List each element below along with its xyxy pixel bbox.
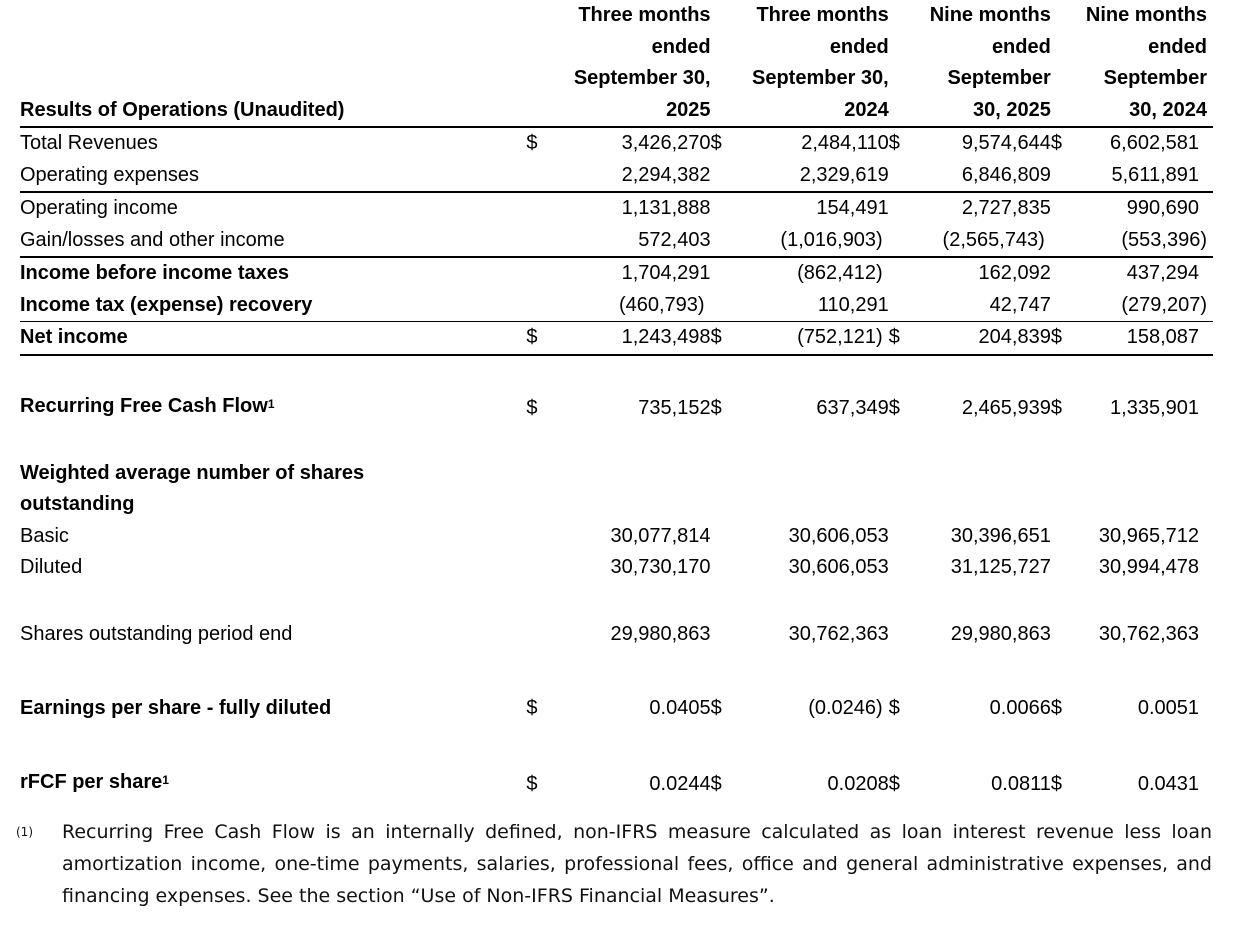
row-label: Basic <box>20 524 69 547</box>
header-row <box>20 0 1213 127</box>
currency-symbol: $ <box>1050 132 1062 154</box>
column-header-q3-2025: Three months ended September 30, 2025 <box>526 0 710 127</box>
currency-symbol: $ <box>1051 322 1091 355</box>
table-title: Results of Operations (Unaudited) <box>20 0 526 127</box>
value-cell: 30,077,814 <box>610 524 711 547</box>
value-cell: 0.0051 <box>1137 696 1199 719</box>
value-cell: 0.0208 <box>827 772 889 795</box>
row-basic <box>20 521 1213 553</box>
value-cell: 30,965,712 <box>1098 524 1199 547</box>
value-cell: 1,131,888 <box>621 197 711 219</box>
value-cell: 572,403 <box>566 225 710 258</box>
value-cell: 0.0431 <box>1137 772 1199 795</box>
value-cell: 31,125,727 <box>950 556 1051 578</box>
value-cell: 735,152 <box>638 396 711 419</box>
row-weighted-average-heading <box>20 458 1213 490</box>
value-cell: 2,465,939 <box>961 396 1051 419</box>
value-cell: 1,335,901 <box>1110 396 1199 419</box>
value-cell: 30,606,053 <box>788 524 889 547</box>
section-heading: Weighted average number of shares <box>20 461 365 484</box>
currency-symbol: $ <box>710 132 722 154</box>
row-label: Earnings per share - fully diluted <box>20 696 332 719</box>
value-cell: 110,291 <box>751 290 889 322</box>
row-shares-outstanding-period-end <box>20 610 1213 658</box>
currency-symbol: $ <box>1050 396 1062 419</box>
currency-symbol: $ <box>888 396 900 419</box>
row-gain-losses <box>20 225 1213 258</box>
value-cell: 2,294,382 <box>566 160 710 193</box>
value-cell: 9,574,644 <box>961 132 1051 154</box>
value-cell: 637,349 <box>816 396 889 419</box>
row-net-income <box>20 322 1213 355</box>
value-cell: (862,412) <box>797 262 883 284</box>
value-cell: (2,565,743) <box>929 225 1051 258</box>
value-cell: 30,762,363 <box>1098 622 1199 645</box>
value-cell: 6,602,581 <box>1110 132 1199 154</box>
row-label: Operating income <box>20 197 178 219</box>
value-cell: 3,426,270 <box>621 132 711 154</box>
footnote <box>16 816 1212 912</box>
section-heading: outstanding <box>20 493 135 515</box>
results-table <box>20 0 1213 808</box>
row-total-revenues <box>20 127 1213 160</box>
value-cell: 162,092 <box>978 262 1051 284</box>
row-weighted-average-heading-cont <box>20 489 1213 521</box>
currency-symbol: $ <box>889 322 929 355</box>
row-eps-fully-diluted <box>20 684 1213 732</box>
value-cell: 30,606,053 <box>788 556 889 578</box>
value-cell: (1,016,903) <box>751 225 889 258</box>
currency-symbol: $ <box>1050 696 1062 719</box>
value-cell: 30,762,363 <box>788 622 889 645</box>
value-cell: 30,396,651 <box>950 524 1051 547</box>
row-label: Total Revenues <box>20 132 158 154</box>
value-cell: 6,846,809 <box>929 160 1051 193</box>
currency-symbol: $ <box>710 772 722 795</box>
currency-symbol: $ <box>710 696 722 719</box>
row-operating-income <box>20 192 1213 225</box>
value-cell: 158,087 <box>1091 322 1213 355</box>
value-cell: 990,690 <box>1126 197 1199 219</box>
currency-symbol: $ <box>1050 772 1062 795</box>
value-cell: 154,491 <box>816 197 889 219</box>
value-cell: 42,747 <box>929 290 1051 322</box>
currency-symbol: $ <box>526 132 538 154</box>
value-cell: 30,994,478 <box>1098 556 1199 578</box>
row-label: Net income <box>20 322 526 355</box>
row-label: Income before income taxes <box>20 262 289 284</box>
value-cell: 30,730,170 <box>610 556 711 578</box>
footnote-ref: 1 <box>267 396 275 411</box>
currency-symbol: $ <box>710 396 722 419</box>
value-cell: 0.0405 <box>649 696 711 719</box>
footnote-text: Recurring Free Cash Flow is an internally defined, non-IFRS measure calculated as loan interest revenue less loan amortization income, one-time payments, salaries, professional fees, office and general administrative expenses, and financing expenses. See the section “Use of Non-IFRS Financial Measures”. <box>62 821 1212 907</box>
row-label: Operating expenses <box>20 160 526 193</box>
column-header-q3-2024: Three months ended September 30, 2024 <box>711 0 889 127</box>
value-cell: 5,611,891 <box>1091 160 1213 193</box>
row-label: Recurring Free Cash Flow$^1$ <box>20 394 275 417</box>
row-rfcf-per-share <box>20 758 1213 808</box>
value-cell: 1,243,498 <box>566 322 710 355</box>
value-cell: 0.0811 <box>991 772 1051 795</box>
row-diluted <box>20 552 1213 584</box>
currency-symbol: $ <box>526 396 538 419</box>
column-header-9m-2024: Nine months ended September 30, 2024 <box>1051 0 1213 127</box>
value-cell: 2,484,110 <box>801 132 889 154</box>
value-cell: (0.0246) <box>808 696 883 719</box>
results-of-operations-sheet <box>20 0 1213 808</box>
value-cell: 29,980,863 <box>610 622 711 645</box>
value-cell: (553,396) <box>1091 225 1213 258</box>
currency-symbol: $ <box>888 772 900 795</box>
row-label: Shares outstanding period end <box>20 622 293 645</box>
value-cell: 437,294 <box>1126 262 1199 284</box>
value-cell: (460,793) <box>566 290 710 322</box>
value-cell: 1,704,291 <box>621 262 711 284</box>
row-label: Gain/losses and other income <box>20 225 526 258</box>
currency-symbol: $ <box>526 322 566 355</box>
footnote-ref: 1 <box>162 772 169 787</box>
column-header-9m-2025: Nine months ended September 30, 2025 <box>889 0 1051 127</box>
row-recurring-free-cash-flow <box>20 382 1213 432</box>
value-cell: (752,121) <box>751 322 889 355</box>
currency-symbol: $ <box>888 132 900 154</box>
value-cell: 2,329,619 <box>751 160 889 193</box>
value-cell: 2,727,835 <box>961 197 1051 219</box>
row-income-before-taxes <box>20 257 1213 290</box>
row-income-tax <box>20 290 1213 322</box>
row-label: rFCF per share$^1$ <box>20 770 169 793</box>
value-cell: 0.0066 <box>989 696 1051 719</box>
row-label: Income tax (expense) recovery <box>20 290 526 322</box>
currency-symbol: $ <box>526 696 538 719</box>
currency-symbol: $ <box>526 772 538 795</box>
value-cell: 204,839 <box>929 322 1051 355</box>
value-cell: (279,207) <box>1091 290 1213 322</box>
row-label: Diluted <box>20 556 83 578</box>
value-cell: 29,980,863 <box>950 622 1051 645</box>
footnote-marker: (1) <box>16 825 33 839</box>
row-operating-expenses <box>20 160 1213 193</box>
currency-symbol: $ <box>711 322 751 355</box>
value-cell: 0.0244 <box>649 772 711 795</box>
currency-symbol: $ <box>888 696 900 719</box>
